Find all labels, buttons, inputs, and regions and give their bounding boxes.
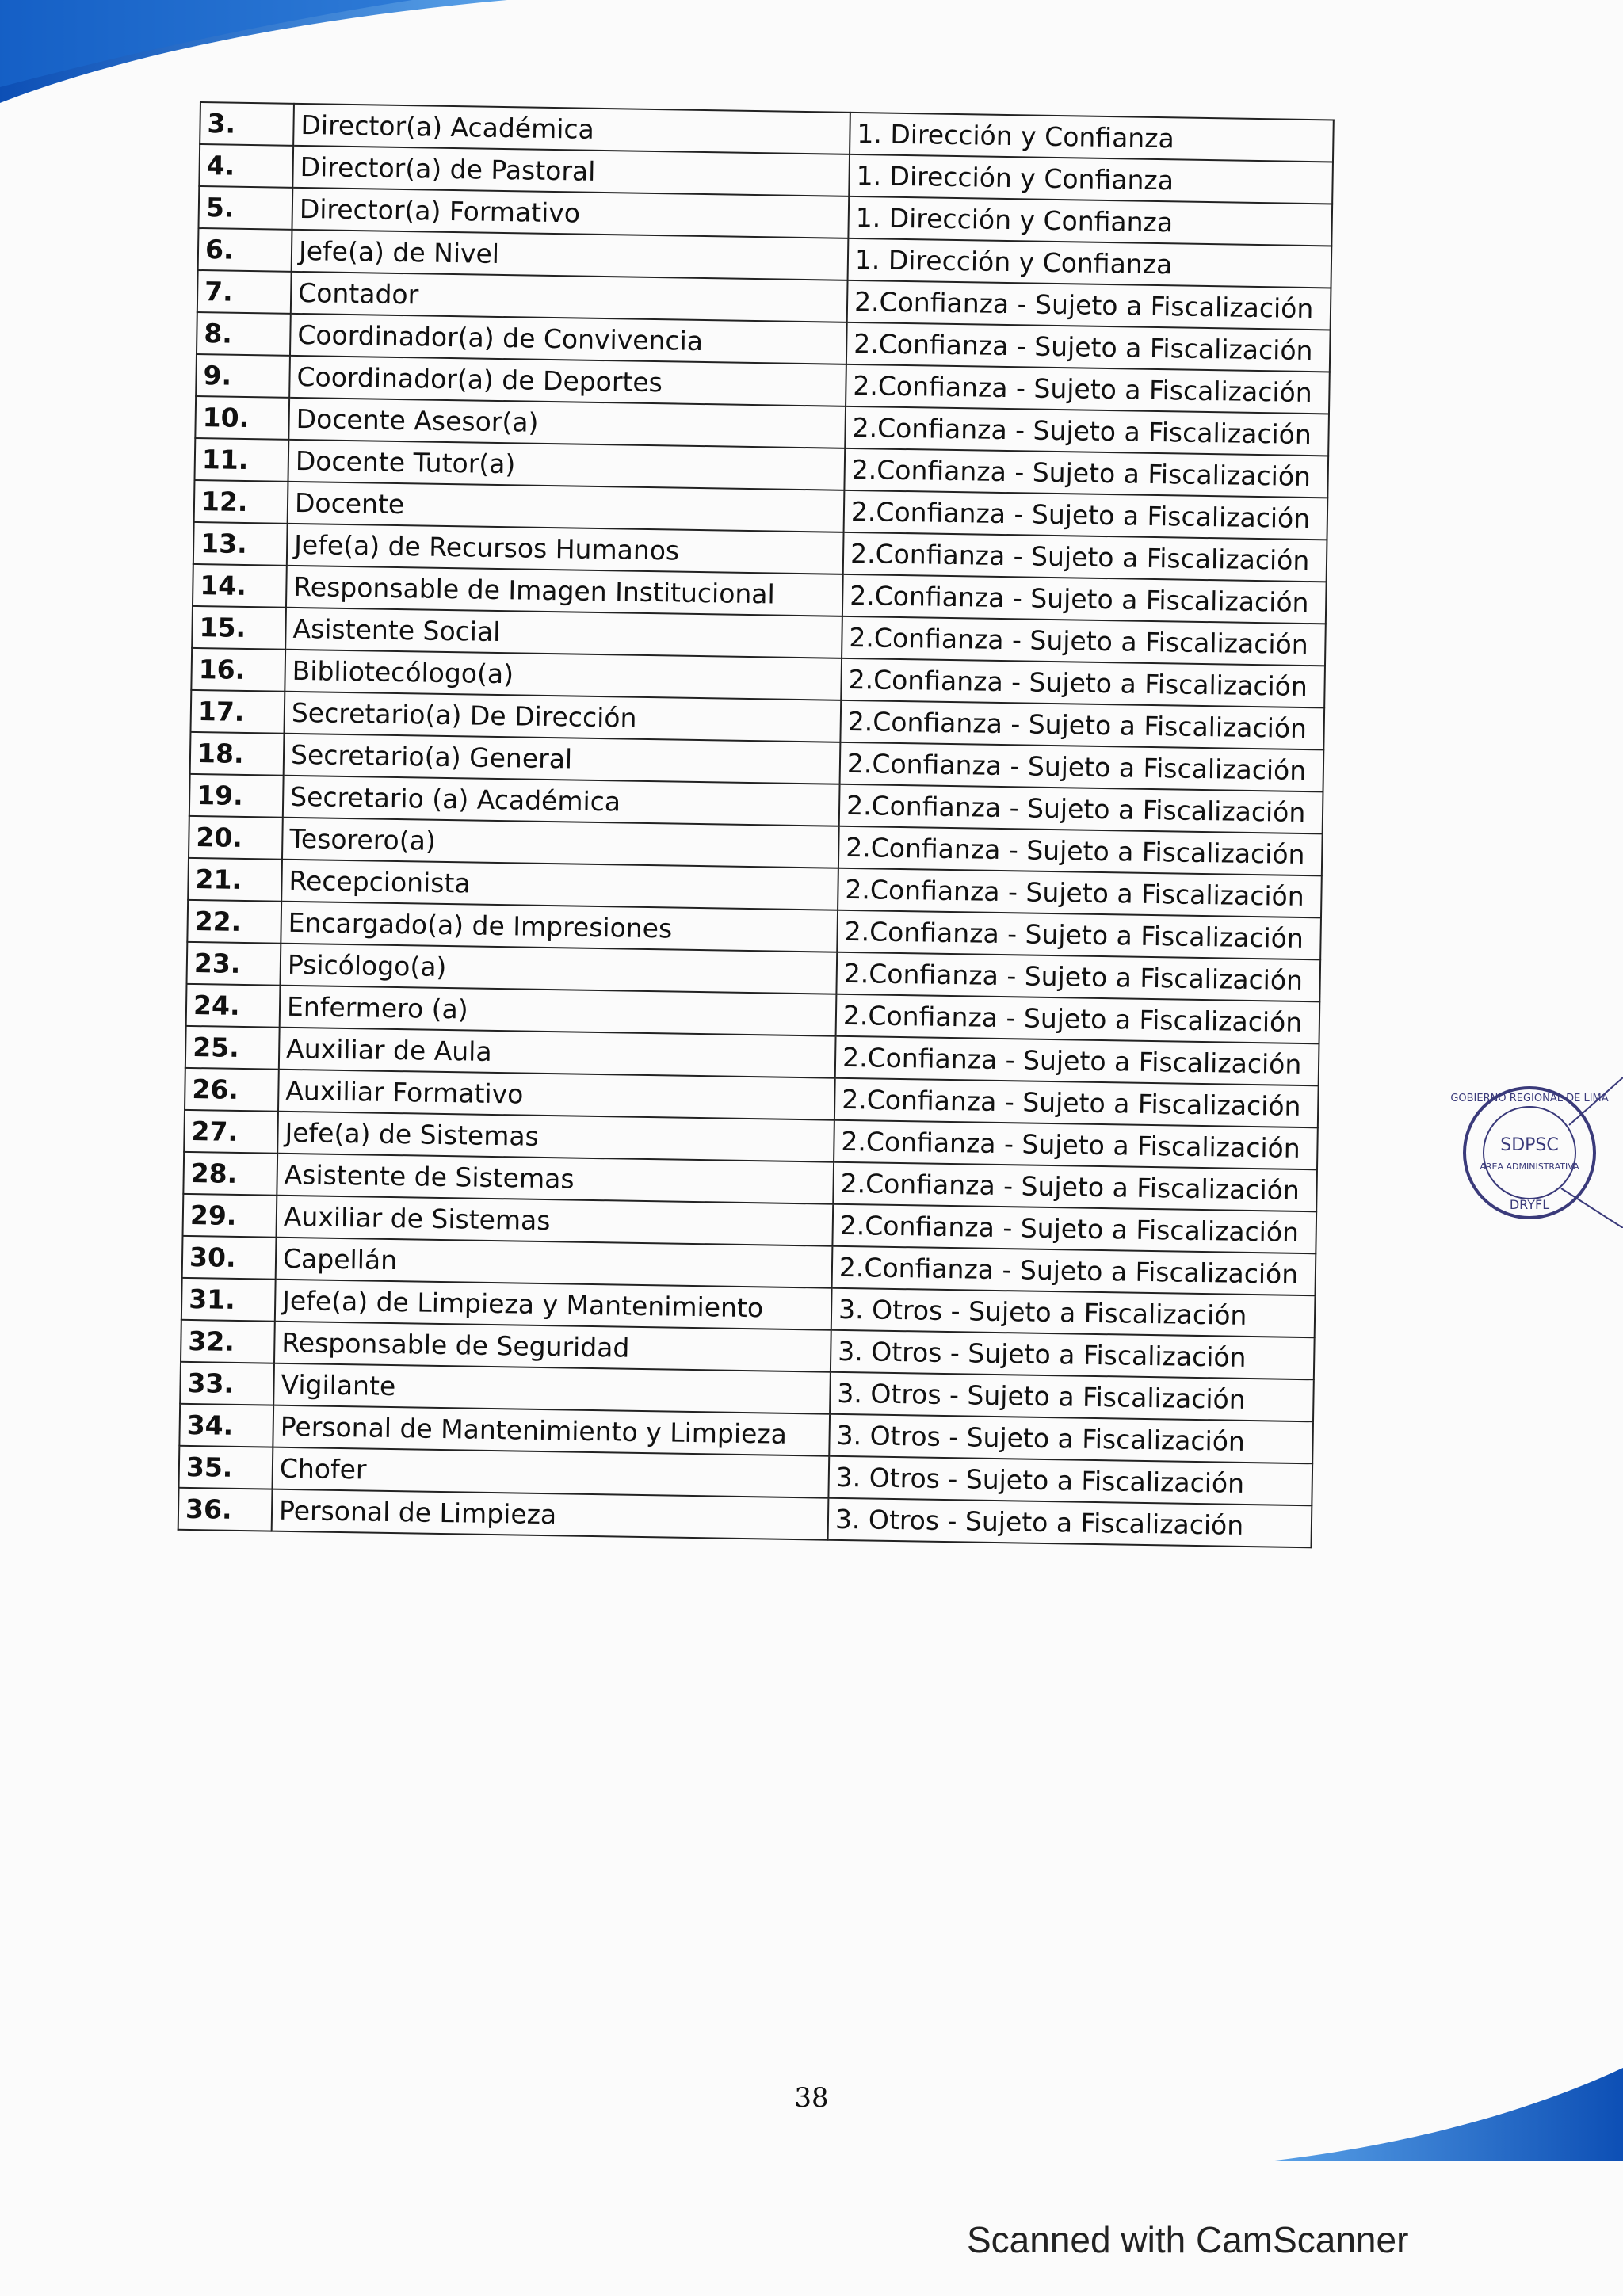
row-number: 3.	[200, 102, 294, 146]
role-category: 1. Dirección y Confianza	[848, 238, 1332, 288]
role-name: Jefe(a) de Nivel	[292, 230, 849, 280]
roles-table-body	[178, 102, 1334, 1547]
row-number: 18.	[190, 732, 285, 776]
row-number: 27.	[184, 1110, 278, 1154]
row-number: 11.	[194, 438, 288, 482]
row-number: 17.	[190, 690, 285, 734]
row-number: 22.	[187, 900, 281, 944]
role-category: 2.Confianza - Sujeto a Fiscalización	[837, 910, 1321, 960]
row-number: 21.	[188, 858, 282, 902]
row-number: 5.	[198, 186, 292, 230]
scanner-watermark-text: Scanned with CamScanner	[967, 2219, 1409, 2260]
role-category: 1. Dirección y Confianza	[850, 113, 1334, 162]
role-category: 2.Confianza - Sujeto a Fiscalización	[839, 784, 1323, 834]
row-number: 4.	[199, 144, 293, 188]
stamp-center-text: SDPSC	[1500, 1135, 1559, 1155]
role-name: Asistente Social	[285, 608, 842, 658]
role-category: 2.Confianza - Sujeto a Fiscalización	[844, 448, 1328, 498]
role-name: Personal de Limpieza	[272, 1489, 829, 1540]
role-category: 2.Confianza - Sujeto a Fiscalización	[841, 658, 1325, 708]
row-number: 26.	[185, 1068, 279, 1112]
row-number: 16.	[191, 648, 285, 692]
role-category: 2.Confianza - Sujeto a Fiscalización	[838, 868, 1322, 918]
role-category: 2.Confianza - Sujeto a Fiscalización	[845, 406, 1329, 456]
role-name: Director(a) Académica	[293, 104, 850, 154]
role-name: Capellán	[276, 1238, 833, 1288]
row-number: 13.	[193, 522, 288, 566]
role-category: 3. Otros - Sujeto a Fiscalización	[828, 1498, 1312, 1548]
role-name: Responsable de Seguridad	[274, 1322, 831, 1372]
role-name: Tesorero(a)	[282, 818, 839, 868]
row-number: 25.	[185, 1026, 280, 1070]
role-name: Coordinador(a) de Deportes	[289, 356, 846, 406]
row-number: 9.	[196, 354, 290, 398]
role-category: 3. Otros - Sujeto a Fiscalización	[830, 1372, 1314, 1422]
role-name: Auxiliar de Sistemas	[276, 1196, 833, 1246]
role-category: 3. Otros - Sujeto a Fiscalización	[829, 1414, 1313, 1464]
role-name: Coordinador(a) de Convivencia	[290, 314, 847, 364]
role-name: Contador	[291, 272, 848, 322]
role-name: Secretario(a) General	[284, 734, 841, 784]
row-number: 23.	[187, 942, 281, 986]
footer-swoosh-graphic	[1236, 2060, 1623, 2171]
page-number: 38	[794, 2082, 829, 2114]
role-category: 2.Confianza - Sujeto a Fiscalización	[846, 322, 1331, 372]
row-number: 6.	[198, 228, 292, 272]
role-category: 2.Confianza - Sujeto a Fiscalización	[832, 1246, 1316, 1296]
role-name: Director(a) de Pastoral	[292, 146, 850, 196]
role-name: Vigilante	[273, 1363, 831, 1414]
role-category: 2.Confianza - Sujeto a Fiscalización	[836, 994, 1320, 1044]
row-number: 28.	[183, 1152, 277, 1196]
row-number: 19.	[189, 774, 284, 818]
roles-table	[178, 101, 1335, 1548]
role-name: Asistente de Sistemas	[277, 1154, 834, 1204]
role-name: Auxiliar Formativo	[278, 1070, 835, 1120]
row-number: 12.	[194, 480, 288, 524]
row-number: 33.	[180, 1362, 274, 1405]
role-category: 2.Confianza - Sujeto a Fiscalización	[846, 364, 1330, 414]
role-name: Bibliotecólogo(a)	[285, 650, 842, 700]
row-number: 7.	[197, 270, 292, 314]
role-name: Enfermero (a)	[280, 986, 837, 1036]
row-number: 24.	[186, 984, 281, 1028]
row-number: 14.	[193, 564, 287, 608]
role-name: Responsable de Imagen Institucional	[286, 566, 843, 616]
official-stamp	[1442, 1077, 1623, 1228]
row-number: 36.	[178, 1488, 273, 1531]
stamp-bottom-text: DRYFL	[1509, 1197, 1550, 1212]
role-name: Jefe(a) de Sistemas	[277, 1112, 834, 1162]
role-category: 2.Confianza - Sujeto a Fiscalización	[840, 700, 1324, 750]
roles-table-container	[178, 101, 1333, 1548]
role-name: Docente Tutor(a)	[288, 440, 845, 490]
row-number: 10.	[195, 396, 289, 440]
role-category: 3. Otros - Sujeto a Fiscalización	[831, 1330, 1315, 1380]
row-number: 15.	[192, 606, 286, 650]
role-name: Auxiliar de Aula	[279, 1028, 836, 1078]
row-number: 29.	[183, 1194, 277, 1238]
role-name: Jefe(a) de Limpieza y Mantenimiento	[275, 1280, 832, 1330]
row-number: 32.	[181, 1320, 275, 1363]
role-category: 2.Confianza - Sujeto a Fiscalización	[847, 280, 1331, 330]
role-category: 1. Dirección y Confianza	[848, 196, 1332, 246]
row-number: 20.	[189, 816, 283, 860]
header-swoosh-graphic	[0, 0, 507, 111]
role-category: 2.Confianza - Sujeto a Fiscalización	[833, 1162, 1317, 1212]
role-name: Docente	[288, 482, 845, 532]
role-category: 2.Confianza - Sujeto a Fiscalización	[842, 574, 1327, 624]
role-category: 2.Confianza - Sujeto a Fiscalización	[832, 1204, 1316, 1254]
role-category: 2.Confianza - Sujeto a Fiscalización	[834, 1120, 1318, 1170]
role-name: Chofer	[272, 1447, 829, 1498]
role-name: Recepcionista	[281, 860, 838, 910]
role-category: 2.Confianza - Sujeto a Fiscalización	[838, 826, 1323, 876]
role-category: 3. Otros - Sujeto a Fiscalización	[831, 1288, 1316, 1338]
role-category: 2.Confianza - Sujeto a Fiscalización	[844, 490, 1328, 540]
row-number: 8.	[197, 312, 291, 356]
stamp-sub-text: AREA ADMINISTRATIVA	[1480, 1161, 1579, 1172]
role-category: 3. Otros - Sujeto a Fiscalización	[828, 1456, 1312, 1506]
role-category: 2.Confianza - Sujeto a Fiscalización	[843, 532, 1327, 582]
role-name: Jefe(a) de Recursos Humanos	[287, 524, 844, 574]
row-number: 34.	[179, 1404, 273, 1447]
role-name: Director(a) Formativo	[292, 188, 849, 238]
role-name: Secretario (a) Académica	[283, 776, 840, 826]
row-number: 35.	[179, 1446, 273, 1489]
role-category: 2.Confianza - Sujeto a Fiscalización	[840, 742, 1324, 792]
role-category: 2.Confianza - Sujeto a Fiscalización	[836, 952, 1320, 1002]
row-number: 31.	[181, 1278, 276, 1322]
role-name: Secretario(a) De Dirección	[284, 692, 841, 742]
role-category: 2.Confianza - Sujeto a Fiscalización	[834, 1078, 1319, 1128]
role-name: Psicólogo(a)	[280, 944, 837, 994]
role-category: 2.Confianza - Sujeto a Fiscalización	[842, 616, 1326, 666]
role-name: Encargado(a) de Impresiones	[281, 902, 838, 952]
role-name: Docente Asesor(a)	[288, 398, 846, 448]
stamp-top-text: GOBIERNO REGIONAL DE LIMA	[1450, 1093, 1609, 1104]
role-name: Personal de Mantenimiento y Limpieza	[273, 1405, 830, 1456]
role-category: 1. Dirección y Confianza	[849, 154, 1333, 204]
row-number: 30.	[182, 1236, 277, 1280]
role-category: 2.Confianza - Sujeto a Fiscalización	[835, 1036, 1319, 1086]
